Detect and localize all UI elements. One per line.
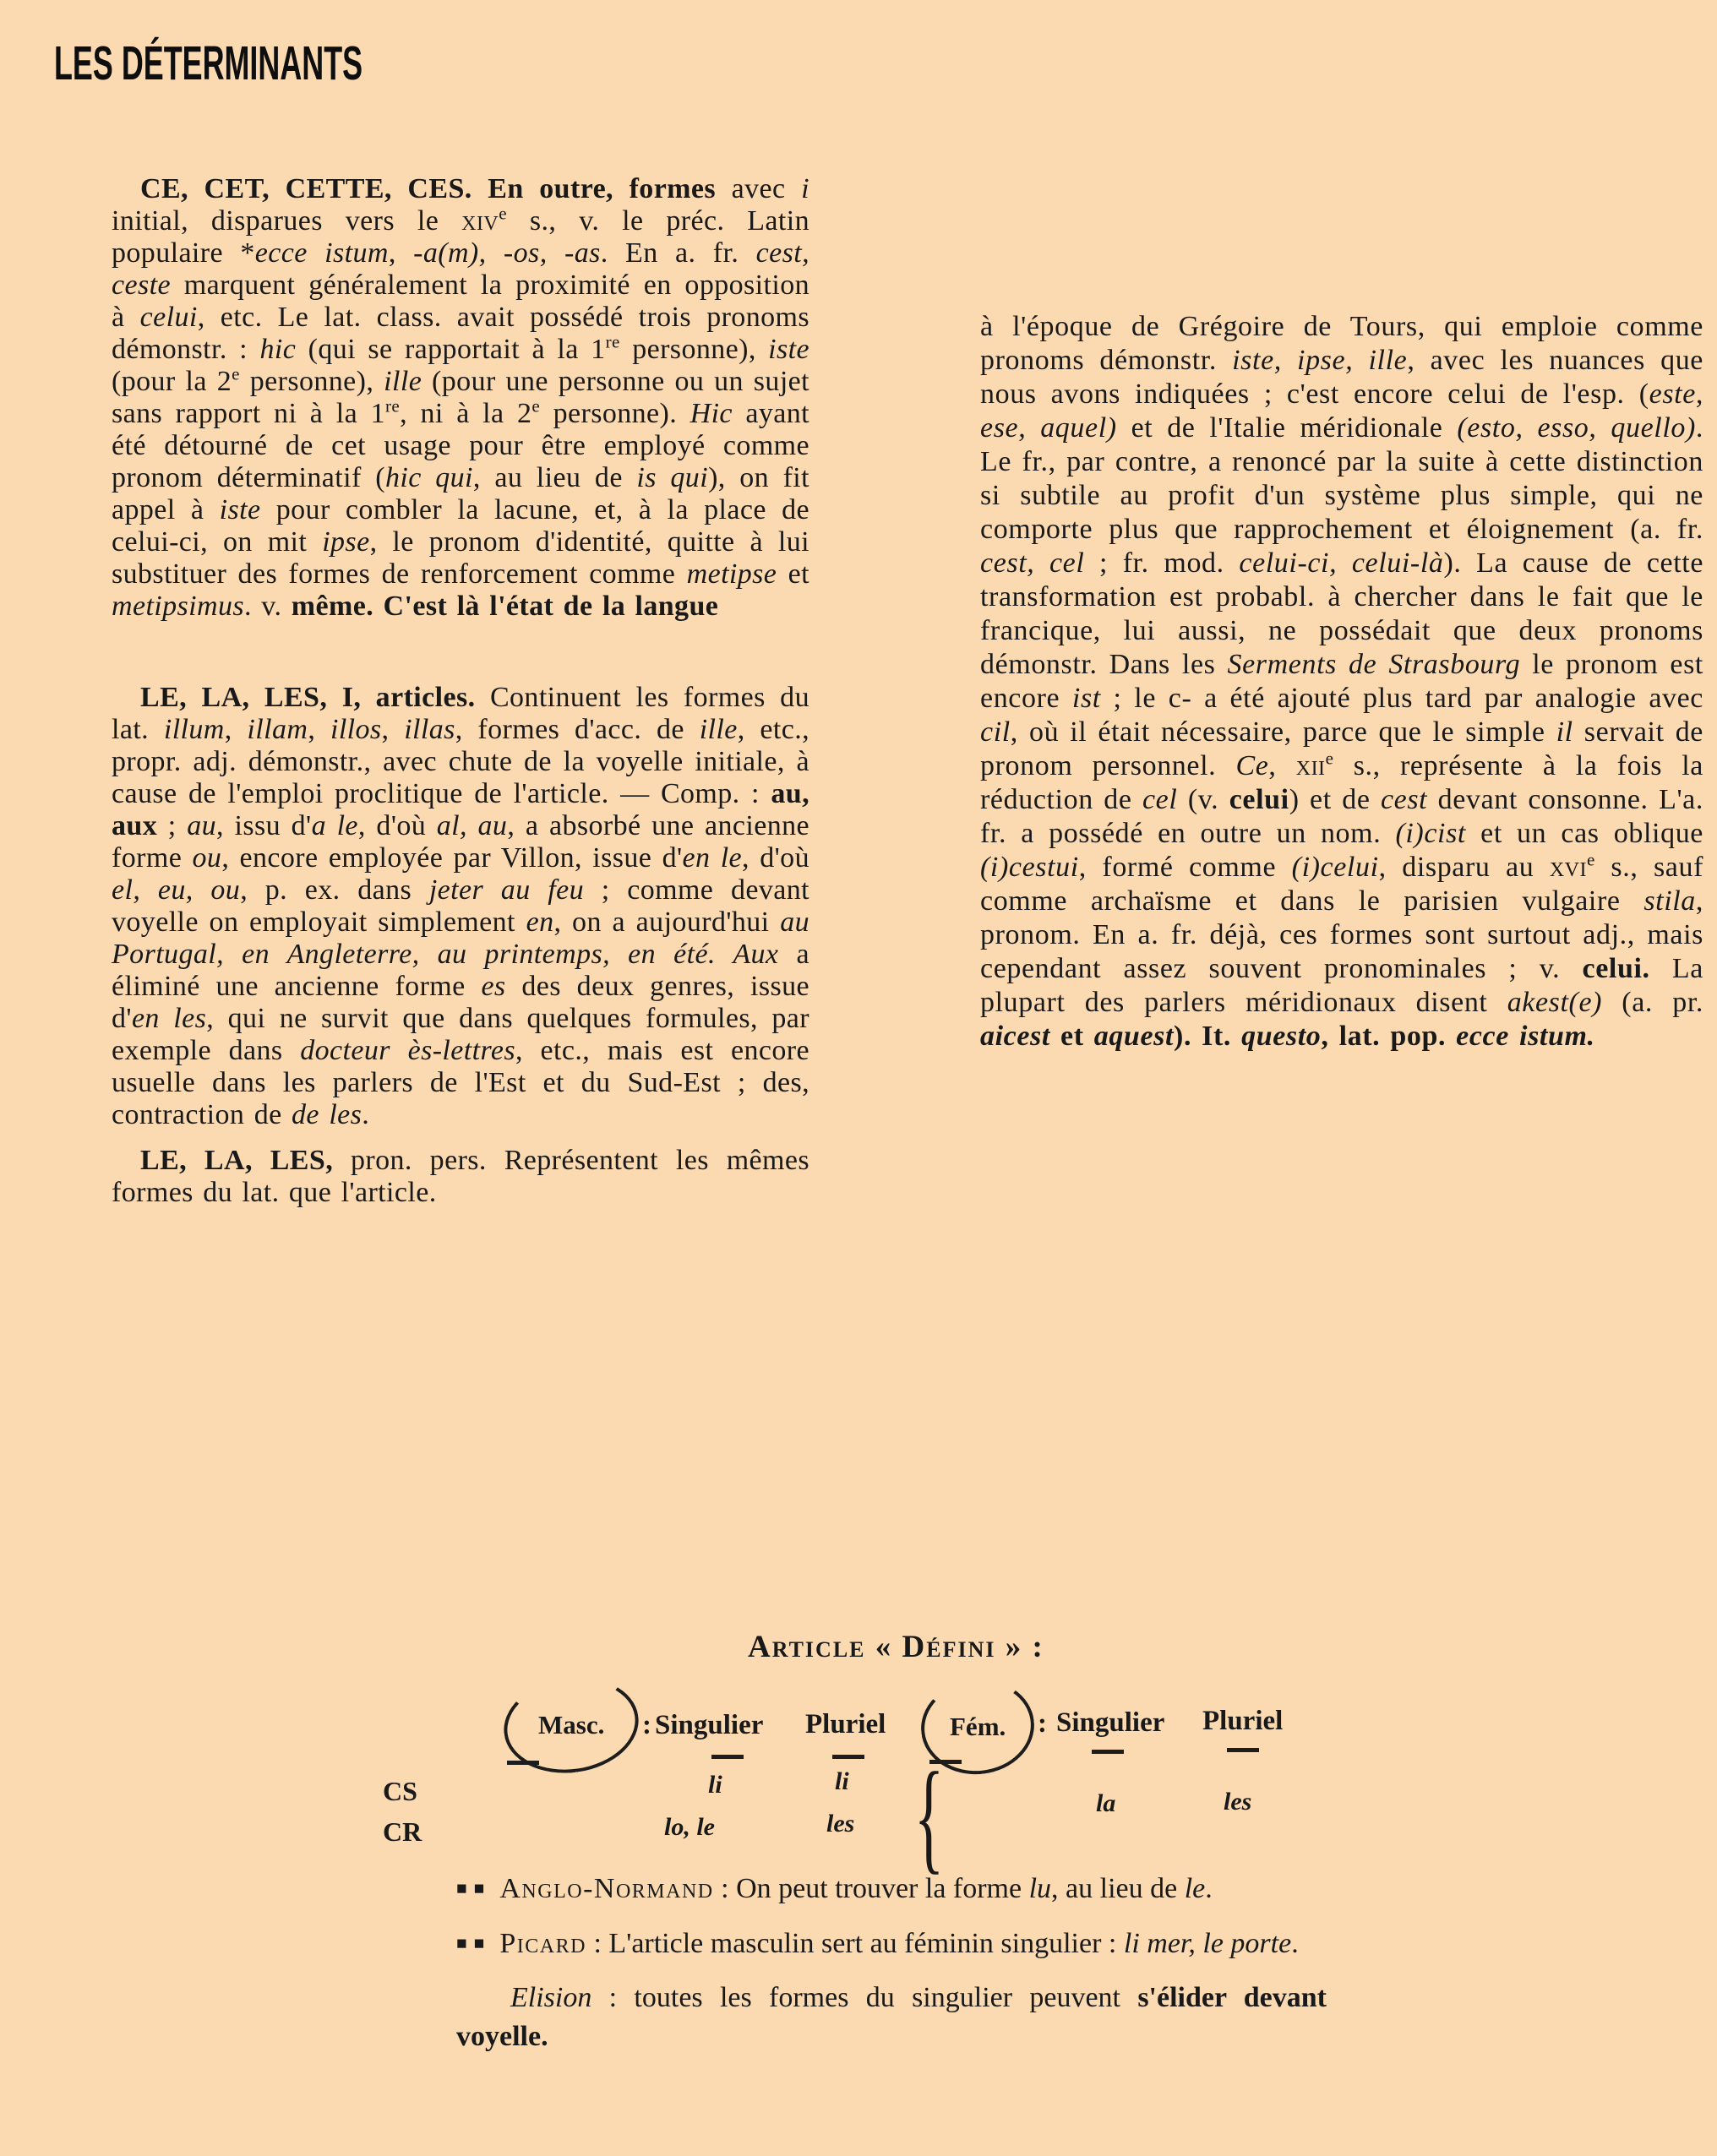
masculine-colon: : bbox=[642, 1710, 651, 1740]
note-elision bbox=[456, 1979, 1327, 2056]
note-anglo-normand bbox=[456, 1869, 1327, 1908]
left-column bbox=[112, 173, 809, 1209]
cell-cs-masc-pluriel: li bbox=[835, 1767, 849, 1795]
entry-ce-cet-cette-ces: CE, CET, CETTE, CES. En outre, formes avec i initial, disparues vers le xiv$^e$ s., v. le préc. Latin populaire *ecce istum, -a(m), -os, -as. En a. fr. cest, ceste marquent généralement la proximité en opposition à celui, etc. Le lat. class. avait possédé trois pronoms démonstr. : hic (qui se rapportait à la 1re personne), iste (pour la 2e personne), ille (pour une personne ou un sujet sans rapport ni à la 1re, ni à la 2e personne). Hic ayant été détourné de cet usage pour être employé comme pronom déterminatif (hic qui, au lieu de is qui), on fit appel à iste pour combler la lacune, et, à la place de celui-ci, on mit ipse, le pronom d'identité, quitte à lui substituer des formes de renforcement comme metipse et metipsimus. v. même. C'est là l'état de la langue bbox=[112, 173, 810, 622]
note-body: toutes les formes du singulier peuvent s'élider devant voyelle. bbox=[456, 1982, 1327, 2052]
note-label-anglo-normand: Anglo-Normand bbox=[499, 1873, 714, 1904]
column-underline-dash bbox=[507, 1761, 539, 1765]
note-separator: : bbox=[713, 1873, 737, 1904]
note-body: On peut trouver la forme lu, au lieu de le. bbox=[736, 1873, 1213, 1904]
row-label-cs: CS bbox=[383, 1776, 417, 1806]
masculine-label: Masc. bbox=[537, 1710, 605, 1740]
table-brace: { bbox=[913, 1747, 945, 1886]
entry-le-la-les-articles: LE, LA, LES, I, articles. Continuent les formes du lat. illum, illam, illos, illas, formes d'acc. de ille, etc., propr. adj. démonstr., avec chute de la voyelle initiale, à cause de l'emploi proclitique de l'article. — Comp. : au, aux ; au, issu d'a le, d'où al, au, a absorbé une ancienne forme ou, encore employée par Villon, issue d'en le, d'où el, eu, ou, p. ex. dans jeter au feu ; comme devant voyelle on employait simplement en, on a aujourd'hui au Portugal, en Angleterre, au printemps, en été. Aux a éliminé une ancienne forme es des deux genres, issue d'en les, qui ne survit que dans quelques formules, par exemple dans docteur ès-lettres, etc., mais est encore usuelle dans les parlers de l'Est et du Sud-Est ; des, contraction de de les. bbox=[112, 682, 810, 1130]
feminine-label: Fém. bbox=[949, 1712, 1006, 1741]
note-label-elision: Elision bbox=[510, 1982, 592, 2013]
entry-le-la-les-pronoun: LE, LA, LES, pron. pers. Représentent les mêmes formes du lat. que l'article. bbox=[112, 1145, 810, 1208]
cell-cr-masc-singulier: lo, le bbox=[664, 1813, 715, 1841]
definite-article-table-heading: Article « Défini » : bbox=[748, 1630, 1044, 1664]
note-label-picard: Picard bbox=[499, 1928, 586, 1959]
fem-pluriel-header: Pluriel bbox=[1202, 1706, 1284, 1736]
column-underline-dash bbox=[1092, 1750, 1124, 1754]
cell-cr-masc-pluriel: les bbox=[826, 1810, 855, 1838]
fem-singulier-header: Singulier bbox=[1056, 1707, 1165, 1738]
page-title: LES DÉTERMINANTS bbox=[54, 36, 363, 90]
note-separator: : bbox=[586, 1928, 609, 1959]
masc-singulier-header: Singulier bbox=[655, 1710, 764, 1740]
column-underline-dash bbox=[1227, 1748, 1259, 1752]
feminine-colon: : bbox=[1038, 1708, 1047, 1739]
dialect-notes bbox=[456, 1869, 1327, 2072]
right-column bbox=[980, 310, 1703, 1054]
row-label-cr: CR bbox=[383, 1816, 422, 1847]
note-body: L'article masculin sert au féminin singulier : li mer, le porte. bbox=[608, 1928, 1299, 1959]
square-bullets-icon: ■■ bbox=[456, 1933, 492, 1953]
square-bullets-icon: ■■ bbox=[456, 1878, 492, 1898]
column-underline-dash bbox=[711, 1755, 744, 1759]
right-column-continuation: à l'époque de Grégoire de Tours, qui emploie comme pronoms démonstr. iste, ipse, ille, avec les nuances que nous avons indiquées ; c'est encore celui de l'esp. (este, ese, aquel) et de l'Italie méridionale (esto, esso, quello). Le fr., par contre, a renoncé par la suite à cette distinction si subtile au profit d'un système plus simple, qui ne comporte plus que rapprochement et éloignement (a. fr. cest, cel ; fr. mod. celui-ci, celui-là). La cause de cette transformation est probabl. à chercher dans le fait que le francique, lui aussi, ne possédait que deux pronoms démonstr. Dans les Serments de Strasbourg le pronom est encore ist ; le c- a été ajouté plus tard par analogie avec cil, où il était nécessaire, parce que le simple il servait de pronom personnel. Ce, xii$^e$ s., représente à la fois la réduction de cel (v. celui) et de cest devant consonne. L'a. fr. a possédé en outre un nom. (i)cist et un cas oblique (i)cestui, formé comme (i)celui, disparu au xvi$^e$ s., sauf comme archaïsme et dans le parisien vulgaire stila, pronom. En a. fr. déjà, ces formes sont surtout adj., mais cependant assez souvent pronominales ; v. celui. La plupart des parlers méridionaux disent akest(e) (a. pr. aicest et aquest). It. questo, lat. pop. ecce istum. bbox=[980, 311, 1704, 1052]
cell-fem-singulier: la bbox=[1096, 1789, 1116, 1817]
cell-cs-masc-singulier: li bbox=[708, 1771, 722, 1799]
column-underline-dash bbox=[832, 1755, 864, 1759]
note-picard bbox=[456, 1924, 1327, 1963]
cell-fem-pluriel: les bbox=[1224, 1788, 1252, 1816]
note-separator: : bbox=[591, 1982, 635, 2013]
masc-pluriel-header: Pluriel bbox=[805, 1709, 886, 1740]
